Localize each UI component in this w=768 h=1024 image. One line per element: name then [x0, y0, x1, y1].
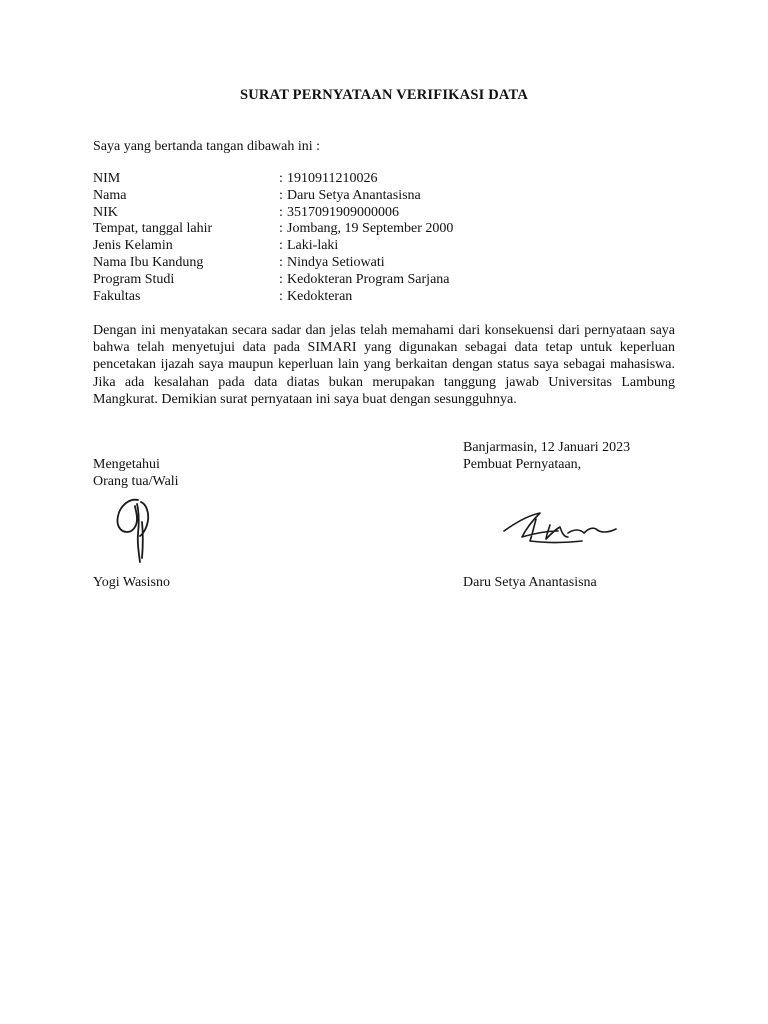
field-value: Nindya Setiowati: [287, 254, 385, 270]
field-label: Tempat, tanggal lahir: [93, 221, 213, 237]
field-row: [93, 188, 693, 205]
field-label: Program Studi: [93, 271, 175, 287]
place-date: Banjarmasin, 12 Januari 2023: [463, 440, 631, 455]
field-label: Nama Ibu Kandung: [93, 254, 204, 270]
field-value: Daru Setya Anantasisna: [287, 187, 421, 203]
field-label: Nama: [93, 187, 127, 203]
intro-text: Saya yang bertanda tangan dibawah ini :: [93, 139, 321, 154]
field-row: [93, 205, 693, 222]
declarant-role: Pembuat Pernyataan,: [463, 457, 582, 472]
field-separator: :: [279, 288, 283, 304]
field-row: [93, 272, 693, 289]
field-value: Kedokteran Program Sarjana: [287, 271, 450, 287]
field-row: [93, 238, 693, 255]
field-value: 1910911210026: [287, 171, 378, 186]
statement-paragraph: Dengan ini menyatakan secara sadar dan jelas telah memahami dari konsekuensi dari pernyataan saya bahwa telah menyetujui data pada SIMARI yang digunakan sebagai data tetap untuk keperluan pencetakan ijazah saya maupun keperluan lain yang berkaitan dengan status saya sebagai mahasiswa. Jika ada kesalahan pada data diatas bukan merupakan tanggung jawab Universitas Lambung Mangkurat. Demikian surat pernyataan ini saya buat dengan sesungguhnya.: [93, 323, 675, 407]
field-row: [93, 171, 693, 188]
field-value: Kedokteran: [287, 288, 353, 304]
field-label: NIM: [93, 171, 121, 186]
field-row: [93, 221, 693, 238]
witness-name: Yogi Wasisno: [93, 575, 170, 590]
field-label: Fakultas: [93, 288, 141, 304]
field-separator: :: [279, 187, 283, 203]
field-separator: :: [279, 254, 283, 270]
field-separator: :: [279, 271, 283, 287]
declarant-signature: [496, 507, 624, 549]
document-title: SURAT PERNYATAAN VERIFIKASI DATA: [240, 87, 528, 103]
field-label: Jenis Kelamin: [93, 238, 173, 254]
field-separator: :: [279, 221, 283, 237]
field-label: NIK: [93, 204, 118, 220]
field-separator: :: [279, 238, 283, 254]
witness-signature: [102, 492, 172, 568]
field-value: Jombang, 19 September 2000: [287, 221, 454, 237]
field-row: [93, 289, 693, 306]
identity-fields: [93, 171, 693, 305]
field-separator: :: [279, 171, 283, 186]
field-separator: :: [279, 204, 283, 220]
field-row: [93, 255, 693, 272]
field-value: Laki-laki: [287, 238, 339, 254]
witness-role: Mengetahui: [93, 457, 160, 472]
witness-relation: Orang tua/Wali: [93, 474, 179, 489]
field-value: 3517091909000006: [287, 204, 399, 220]
declarant-name: Daru Setya Anantasisna: [463, 575, 597, 590]
